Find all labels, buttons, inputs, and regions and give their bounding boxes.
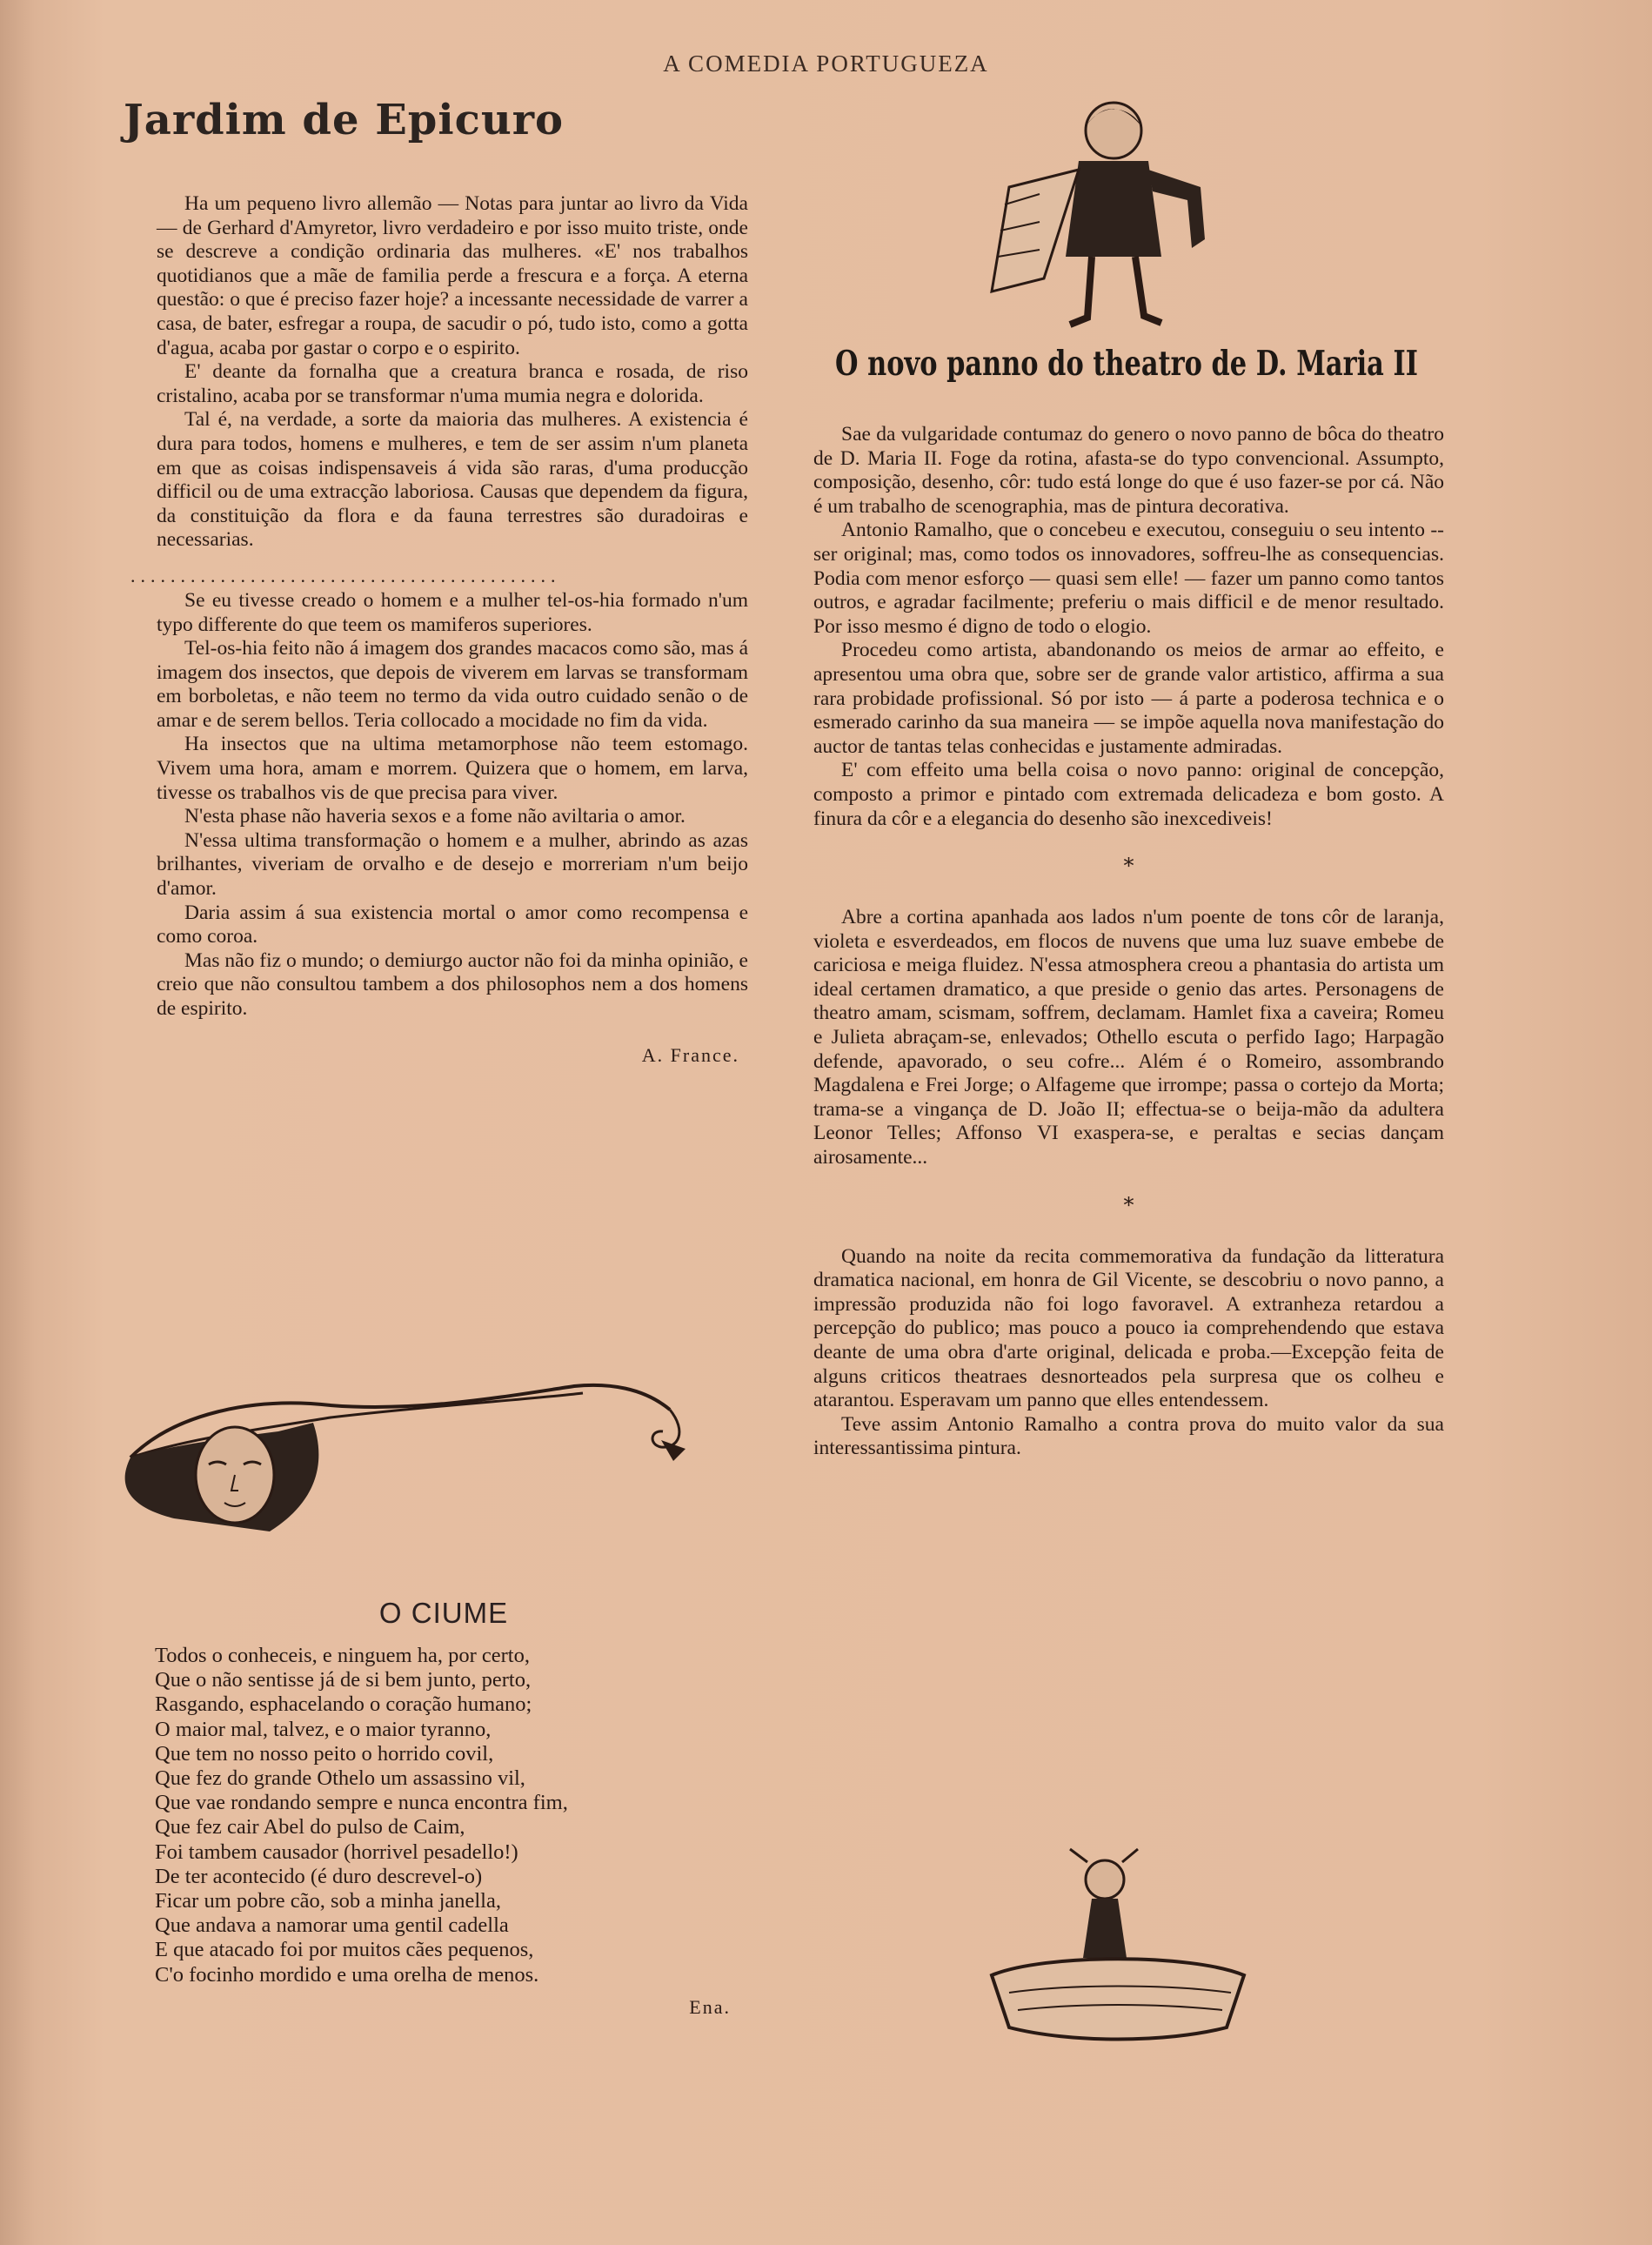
poem-line: Que fez do grande Othelo um assassino vil, bbox=[155, 1766, 525, 1791]
poem-line: Que fez cair Abel do pulso de Caim, bbox=[155, 1815, 465, 1840]
poem-line: Rasgando, esphacelando o coração humano; bbox=[155, 1692, 532, 1717]
paragraph: Abre a cortina apanhada aos lados n'um poente de tons côr de laranja, violeta e esverdeados, em flocos de nuvens que uma luz suave embebe de cariciosa e meiga fluidez. N'essa atmosphera creou a phantasia do artista um ideal certamen dramatico, a que preside o genio das artes. Personagens de theatro amam, scismam, soffrem, declamam. Hamlet fixa a caveira; Romeu e Julieta abraçam-se, enlevados; Othello escuta o perfido Iago; Harpagão defende, apavorado, o seu cofre... Além é o Romeiro, assombrando Magdalena e Frei Jorge; o Alfageme que irrompe; passa o cortejo da Morta; trama-se a vingança de D. João II; effectua-se o beija-mão da adultera Leonor Telles; Affonso VI exaspera-se, e peraltas e secias dançam airosamente... bbox=[813, 906, 1444, 1169]
paragraph: E' com effeito uma bella coisa o novo panno: original de concepção, composto a primor e pintado com extremada delicadeza e bom gosto. A finura da côr e a elegancia do desenho são inexcediveis! bbox=[813, 759, 1444, 830]
section-asterisk: * bbox=[1123, 1192, 1134, 1217]
section-asterisk: * bbox=[1123, 854, 1134, 879]
paragraph: Teve assim Antonio Ramalho a contra prova do muito valor da sua interessantissima pintura. bbox=[813, 1412, 1444, 1460]
poem-line: Foi tambem causador (horrivel pesadello!) bbox=[155, 1840, 518, 1864]
paragraph: Antonio Ramalho, que o concebeu e executou, conseguiu o seu intento -- ser original; mas, como todos os innovadores, soffreu-lhe as consequencias. Podia com menor esforço — quasi sem elle! — fazer um panno como tantos outros, e agradar facilmente; preferiu o mais difficil e de menor resultado. Por isso mesmo é digno de todo o elogio. bbox=[813, 519, 1444, 638]
paragraph: N'esta phase não haveria sexos e a fome não aviltaria o amor. bbox=[184, 805, 686, 828]
paragraph: Quando na noite da recita commemorativa da fundação da litteratura dramatica nacional, em honra de Gil Vicente, se descobriu o novo panno, a impressão produzida não foi logo favoravel. A extranheza retardou a percepção do publico; mas pouco a pouco ia comprehendendo que estava deante de uma obra d'arte original, delicada e proba.—Excepção feita de alguns criticos theatraes desnorteados pela surpresa que os colheu e atarantou. Esperavam um panno que elles entendessem. bbox=[813, 1244, 1444, 1412]
article-title-epicuro: Jardim de Epicuro bbox=[124, 96, 565, 144]
poem-lines bbox=[157, 1644, 731, 1987]
section-dots: ........................................... bbox=[130, 564, 561, 586]
poem-line: Ficar um pobre cão, sob a minha janella, bbox=[155, 1889, 501, 1913]
signature-france: A. France. bbox=[641, 1043, 739, 1066]
paragraph: Ha um pequeno livro allemão — Notas para juntar ao livro da Vida — de Gerhard d'Amyretor, livro verdadeiro e por isso muito triste, onde se descreve a condição ordinaria das mulheres. «E' nos trabalhos quotidianos que a mãe de familia perde a frescura e a força. A eterna questão: o que é preciso fazer hoje? a incessante necessidade de varrer a casa, de bater, esfregar a roupa, de sacudir o pó, tudo isto, como a gotta d'agua, acaba por gastar o corpo e o espirito. bbox=[157, 192, 748, 359]
paragraph: Ha insectos que na ultima metamorphose não teem estomago. Vivem uma hora, amam e morrem. Quizera que o homem, em larva, tivesse os trabalhos vis de que precisa para viver. bbox=[157, 733, 748, 804]
figure-in-boat-illustration bbox=[974, 1845, 1261, 2054]
poem-section bbox=[157, 1597, 731, 2019]
paragraph: Mas não fiz o mundo; o demiurgo auctor não foi da minha opinião, e creio que não consultou tambem a dos philosophos nem a dos homens de espirito. bbox=[157, 948, 748, 1020]
poem-line: De ter acontecido (é duro descrevel-o) bbox=[155, 1864, 483, 1888]
poem-title: O CIUME bbox=[378, 1597, 509, 1629]
boy-illustration bbox=[974, 91, 1261, 344]
poem-line: O maior mal, talvez, e o maior tyranno, bbox=[155, 1717, 492, 1741]
paragraph: Tal é, na verdade, a sorte da maioria das mulheres. A existencia é dura para todos, homens e mulheres, e tem de ser assim n'um planeta em que as coisas indispensaveis á vida são raras, d'uma producção difficil ou de uma extracção laboriosa. Causas que dependem da figura, da constituição da flora e da fauna terrestres são duradoiras e necessarias. bbox=[157, 408, 748, 552]
article-title-panno: O novo panno do theatro de D. Maria II bbox=[835, 344, 1418, 384]
poem-line: Que andava a namorar uma gentil cadella bbox=[155, 1913, 509, 1938]
poem-line: Que vae rondando sempre e nunca encontra fim, bbox=[155, 1791, 568, 1815]
poem-line: Que tem no nosso peito o horrido covil, bbox=[155, 1741, 494, 1766]
paragraph: Tel-os-hia feito não á imagem dos grandes macacos como são, mas á imagem dos insectos, que depois de viverem em larvas se transformam em borboletas, e não teem no termo da vida outro cuidado senão o de amar e de serem bellos. Teria collocado a mocidade no fim da vida. bbox=[157, 637, 748, 732]
running-head: A COMEDIA PORTUGUEZA bbox=[663, 50, 989, 77]
woman-head-illustration bbox=[104, 1379, 748, 1553]
poem-line: E que atacado foi por muitos cães pequenos, bbox=[155, 1938, 534, 1962]
poem-line: C'o focinho mordido e uma orelha de menos. bbox=[155, 1962, 539, 1987]
right-column bbox=[813, 344, 1444, 1461]
paragraph: E' deante da fornalha que a creatura branca e rosada, de riso cristalino, acaba por se transformar n'uma mumia negra e dolorida. bbox=[157, 360, 748, 407]
paragraph: Daria assim á sua existencia mortal o amor como recompensa e como coroa. bbox=[157, 901, 748, 948]
left-column bbox=[124, 87, 748, 1067]
poem-line: Que o não sentisse já de si bem junto, perto, bbox=[155, 1668, 532, 1692]
paragraph: Se eu tivesse creado o homem e a mulher tel-os-hia formado n'um typo differente do que teem os mamiferos superiores. bbox=[157, 588, 748, 636]
paragraph: N'essa ultima transformação o homem e a mulher, abrindo as azas brilhantes, viveriam de orvalho e de desejo e morreriam n'um beijo d'amor. bbox=[157, 828, 748, 901]
signature-ena: Ena. bbox=[689, 1995, 731, 2018]
paragraph: Sae da vulgaridade contumaz do genero o novo panno de bôca do theatro de D. Maria II. Foge da rotina, afasta-se do typo convencional. Assumpto, composição, desenho, côr: tudo está longe do que é uso fazer-se por cá. Não é um trabalho de scenographia, mas de pintura decorativa. bbox=[813, 423, 1444, 518]
poem-line: Todos o conheceis, e ninguem ha, por certo, bbox=[155, 1644, 530, 1667]
paragraph: Procedeu como artista, abandonando os meios de armar ao effeito, e apresentou uma obra que, sobre ser de grande valor artistico, affirma a sua rara probidade profissional. Só por isto — á parte a poderosa technica e o esmerado carinho da sua maneira — se impõe aquella nova manifestação do auctor de tantas telas conhecidas e justamente admiradas. bbox=[813, 639, 1444, 758]
